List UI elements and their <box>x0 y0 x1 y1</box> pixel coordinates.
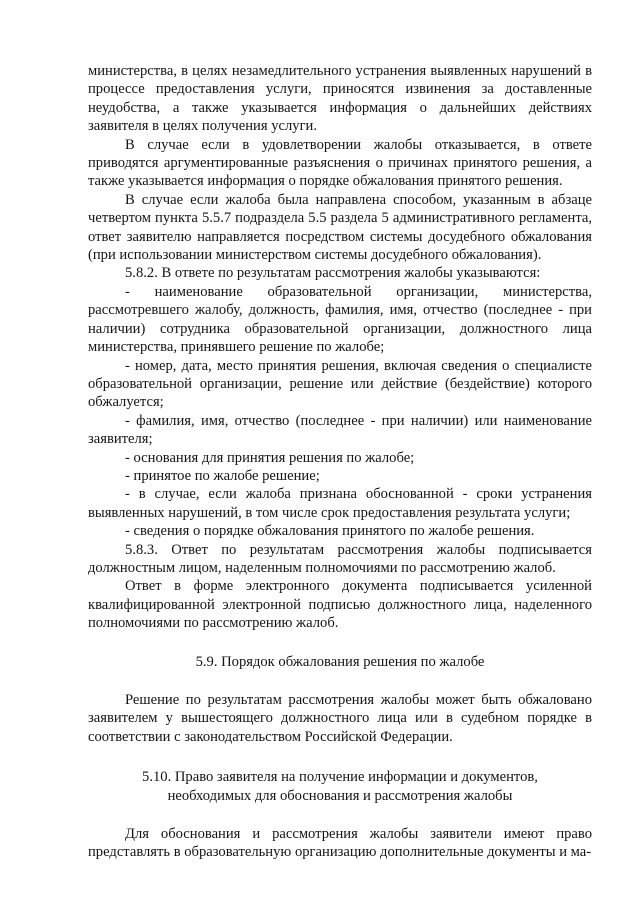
paragraph-documents: Для обоснования и рассмотрения жалобы заявители имеют право представлять в образовательную организацию дополнительные документы и ма- <box>88 826 592 861</box>
list-item: - сведения о порядке обжалования принятого по жалобе решения. <box>125 523 535 540</box>
document-page <box>88 62 592 862</box>
paragraph-refusal: В случае если в удовлетворении жалобы отказывается, в ответе приводятся аргументированные разъяснения о причинах принятого решения, а также указывается информация о порядке обжалования принятого решения. <box>88 136 592 190</box>
list-item: - принятое по жалобе решение; <box>125 467 320 484</box>
section-heading-5-9: 5.9. Порядок обжалования решения по жалобе <box>195 653 485 670</box>
paragraph-continuation: министерства, в целях незамедлительного устранения выявленных нарушений в процессе предоставления услуги, приносятся извинения за доставленные неудобства, а также указывается информация о дальнейших действиях заявителя в целях получения услуги. <box>88 63 592 135</box>
list-item: - наименование образовательной организации, министерства, рассмотревшего жалобу, должность, фамилия, имя, отчество (последнее - при наличии) сотрудника образовательной организации, должностного лица министерства, принявшего решение по жалобе; <box>88 283 592 356</box>
clause-5-8-2: 5.8.2. В ответе по результатам рассмотрения жалобы указываются: <box>125 265 541 282</box>
list-item: - основания для принятия решения по жалобе; <box>125 449 415 466</box>
paragraph-electronic-signature: Ответ в форме электронного документа подписывается усиленной квалифицированной электронной подписью должностного лица, наделенного полномочиями по рассмотрению жалоб. <box>88 578 592 632</box>
list-item: - фамилия, имя, отчество (последнее - при наличии) или наименование заявителя; <box>88 412 592 448</box>
clause-5-8-3: 5.8.3. Ответ по результатам рассмотрения жалобы подписывается должностным лицом, наделенным полномочиями по рассмотрению жалоб. <box>88 541 592 576</box>
list-item: - номер, дата, место принятия решения, включая сведения о специалисте образовательной организации, решение или действие (бездействие) которого обжалуется; <box>88 357 592 411</box>
paragraph-pretrial-system: В случае если жалоба была направлена способом, указанным в абзаце четвертом пункта 5.5.7 подраздела 5.5 раздела 5 административного регламента, ответ заявителю направляется посредством системы досудебного обжалования (при использовании министерством системы досудебного обжалования). <box>88 191 592 264</box>
section-heading-5-10: 5.10. Право заявителя на получение информации и документов, необходимых для обоснования и рассмотрения жалобы <box>142 769 538 804</box>
paragraph-appeal: Решение по результатам рассмотрения жалобы может быть обжаловано заявителем у вышестоящего должностного лица или в судебном порядке в соответствии с законодательством Российской Федерации. <box>88 692 592 745</box>
list-item: - в случае, если жалоба признана обоснованной - сроки устранения выявленных нарушений, в том числе срок предоставления результата услуги; <box>88 486 592 521</box>
